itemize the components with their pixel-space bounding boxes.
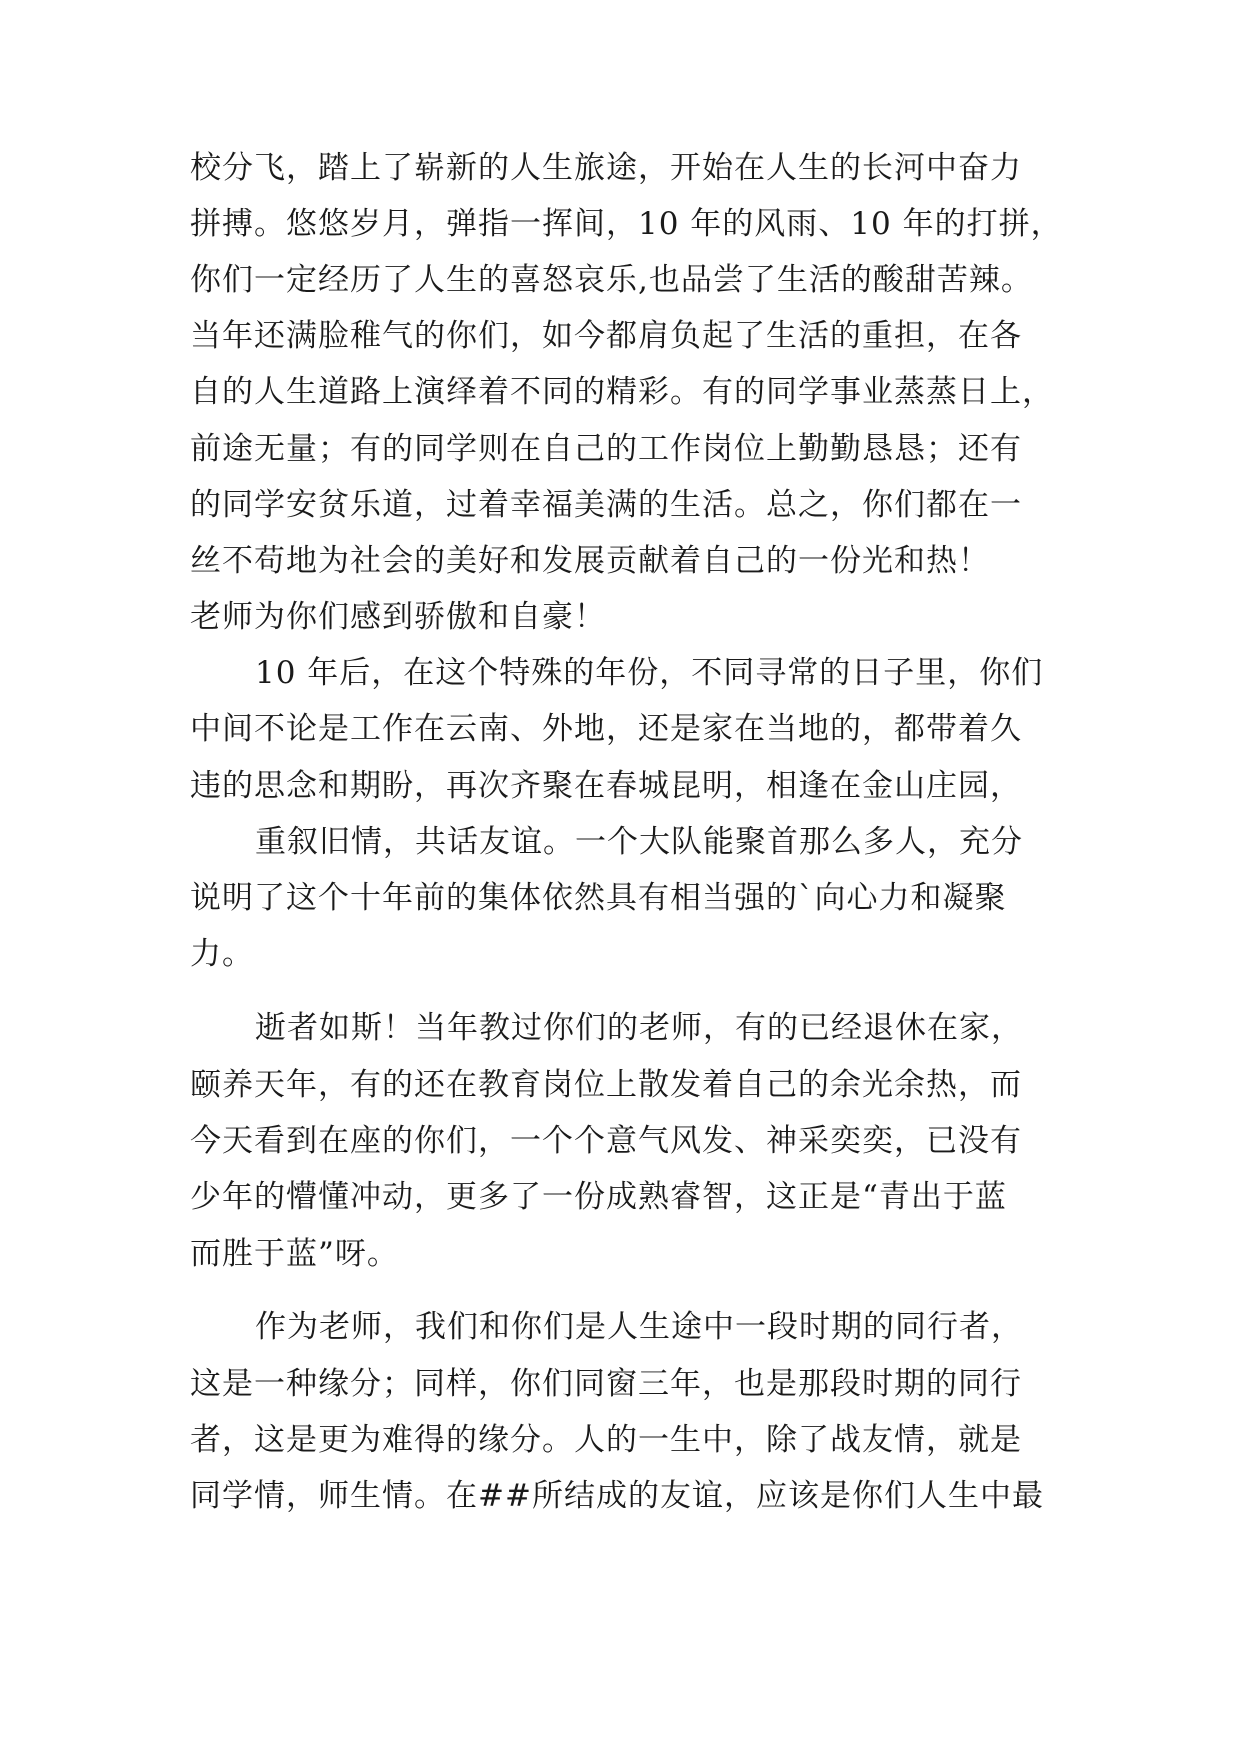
paragraph-first-line: 作为老师，我们和你们是人生途中一段时期的同行者， xyxy=(255,1309,1023,1345)
text-line: 你们一定经历了人生的喜怒哀乐,也品尝了生活的酸甜苦辣。 xyxy=(190,262,1033,298)
text-line: 违的思念和期盼，再次齐聚在春城昆明，相逢在金山庄园， xyxy=(190,768,1022,804)
paragraph-first-line: 10 年后，在这个特殊的年份，不同寻常的日子里，你们 xyxy=(255,655,1044,691)
text-line: 校分飞，踏上了崭新的人生旅途，开始在人生的长河中奋力 xyxy=(190,150,1022,186)
text-line: 说明了这个十年前的集体依然具有相当强的`向心力和凝聚 xyxy=(190,880,1007,916)
text-line: 而胜于蓝”呀。 xyxy=(190,1236,399,1272)
text-line: 少年的懵懂冲动，更多了一份成熟睿智，这正是“青出于蓝 xyxy=(190,1179,1007,1215)
text-line: 拼搏。悠悠岁月，弹指一挥间，10 年的风雨、10 年的打拼， xyxy=(190,206,1063,242)
text-line: 的同学安贫乐道，过着幸福美满的生活。总之，你们都在一 xyxy=(190,487,1022,523)
text-line: 前途无量；有的同学则在自己的工作岗位上勤勤恳恳；还有 xyxy=(190,431,1022,467)
text-line: 颐养天年，有的还在教育岗位上散发着自己的余光余热，而 xyxy=(190,1067,1022,1103)
paragraph-first-line: 重叙旧情，共话友谊。一个大队能聚首那么多人，充分 xyxy=(255,824,1023,860)
text-line: 同学情，师生情。在##所结成的友谊，应该是你们人生中最 xyxy=(190,1478,1044,1514)
text-line: 者，这是更为难得的缘分。人的一生中，除了战友情，就是 xyxy=(190,1422,1022,1458)
text-line: 老师为你们感到骄傲和自豪！ xyxy=(190,599,606,635)
text-line: 今天看到在座的你们，一个个意气风发、神采奕奕，已没有 xyxy=(190,1123,1022,1159)
paragraph-first-line: 逝者如斯！当年教过你们的老师，有的已经退休在家， xyxy=(255,1010,1023,1046)
text-line: 当年还满脸稚气的你们，如今都肩负起了生活的重担，在各 xyxy=(190,318,1022,354)
text-line: 力。 xyxy=(190,936,254,972)
text-line: 这是一种缘分；同样，你们同窗三年，也是那段时期的同行 xyxy=(190,1366,1022,1402)
text-line: 中间不论是工作在云南、外地，还是家在当地的，都带着久 xyxy=(190,711,1022,747)
text-line: 自的人生道路上演绎着不同的精彩。有的同学事业蒸蒸日上， xyxy=(190,374,1054,410)
text-line: 丝不苟地为社会的美好和发展贡献着自己的一份光和热！ xyxy=(190,543,990,579)
